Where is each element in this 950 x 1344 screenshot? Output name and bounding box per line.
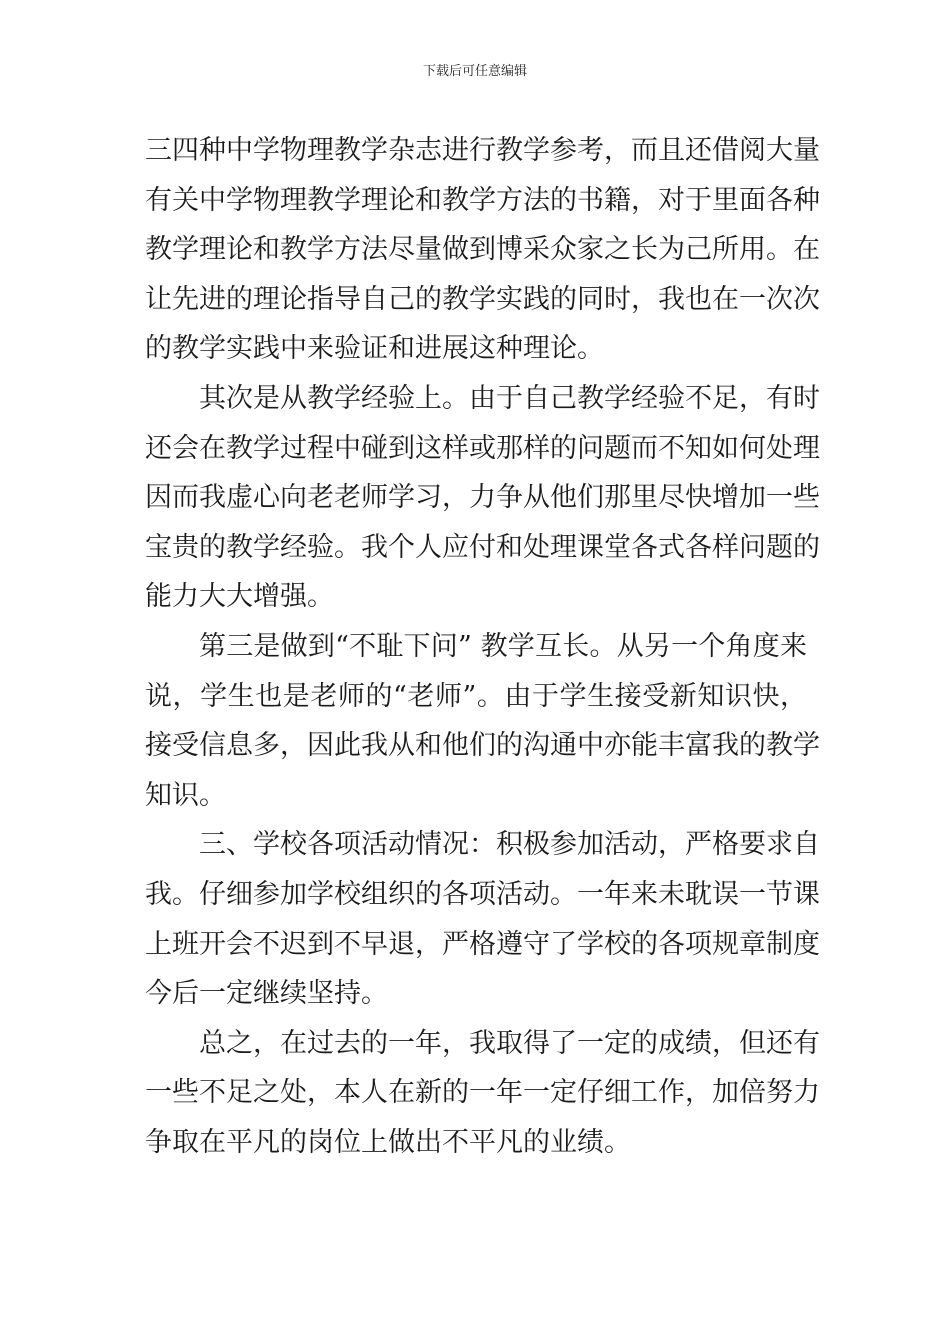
text-line: 三四种中学物理教学杂志进行教学参考，而且还借阅大量 [145, 135, 820, 166]
text-line: 接受信息多，因此我从和他们的沟通中亦能丰富我的教学 [145, 730, 820, 762]
text-line: 教学理论和教学方法尽量做到博采众家之长为己所用。在 [145, 234, 820, 266]
paragraph-teaching-experience [145, 374, 820, 622]
text-line: 能力大大增强。 [145, 581, 334, 613]
text-line: 知识。 [145, 779, 226, 811]
text-line: 有关中学物理教学理论和教学方法的书籍，对于里面各种 [145, 184, 820, 216]
text-line: 第三是做到“不耻下问” 教学互长。从另一个角度来 [199, 630, 807, 662]
paragraph-conclusion [145, 1019, 820, 1168]
paragraph-school-activities [145, 820, 820, 1018]
text-line: 上班开会不迟到不早退，严格遵守了学校的各项规章制度 [145, 928, 820, 960]
text-line: 说，学生也是老师的“老师”。由于学生接受新知识快， [145, 680, 807, 712]
text-line: 今后一定继续坚持。 [145, 978, 388, 1010]
text-line: 一些不足之处，本人在新的一年一定仔细工作，加倍努力 [145, 1077, 820, 1109]
text-line: 因而我虚心向老老师学习，力争从他们那里尽快增加一些 [145, 482, 820, 514]
text-line: 让先进的理论指导自己的教学实践的同时，我也在一次次 [145, 283, 820, 315]
text-line: 还会在教学过程中碰到这样或那样的问题而不知如何处理 [145, 432, 820, 464]
page-header: 下载后可任意编辑 [422, 64, 527, 79]
paragraph-learning-from-students [145, 622, 820, 820]
text-line: 的教学实践中来验证和进展这种理论。 [145, 333, 604, 365]
paragraph-teaching-references [145, 126, 820, 374]
text-line: 宝贵的教学经验。我个人应付和处理课堂各式各样问题的 [145, 531, 820, 563]
document-body [145, 126, 820, 1167]
text-line: 总之，在过去的一年，我取得了一定的成绩，但还有 [199, 1027, 820, 1059]
text-line: 其次是从教学经验上。由于自己教学经验不足，有时 [199, 382, 820, 414]
text-line: 争取在平凡的岗位上做出不平凡的业绩。 [145, 1126, 631, 1158]
text-line: 三、学校各项活动情况：积极参加活动，严格要求自 [199, 829, 820, 861]
text-line: 我。仔细参加学校组织的各项活动。一年来未耽误一节课 [145, 878, 820, 910]
